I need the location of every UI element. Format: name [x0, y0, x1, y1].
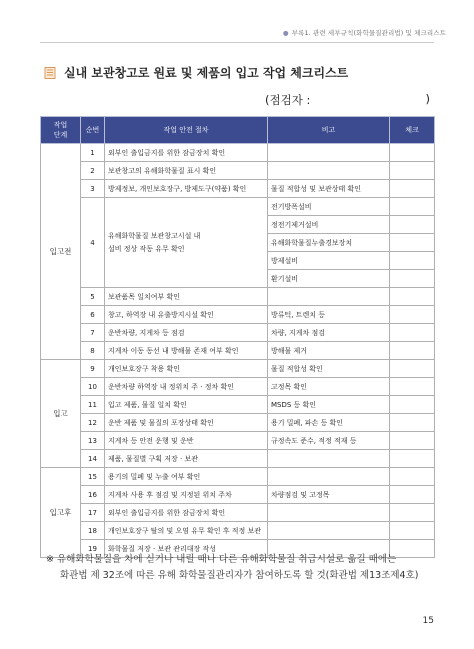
- footnote-line-2: 화관법 제 32조에 따른 유해 화학물질관리자가 참여하도록 할 것(화관법 제13조제4호): [60, 570, 419, 581]
- check-cell[interactable]: [390, 288, 435, 306]
- procedure-cell: 입고 제품, 물질 일치 확인: [105, 396, 268, 414]
- procedure-cell: 지게차 등 안전 운행 및 운반: [105, 432, 268, 450]
- check-cell[interactable]: [390, 396, 435, 414]
- number-cell: 15: [81, 468, 105, 486]
- check-cell[interactable]: [390, 234, 435, 252]
- page-title: [44, 64, 348, 81]
- number-cell: 16: [81, 486, 105, 504]
- note-cell: 전기방폭설비: [268, 198, 390, 216]
- note-cell: 환기설비: [268, 270, 390, 288]
- table-row: [41, 414, 435, 432]
- table-row: [41, 396, 435, 414]
- number-cell: 19: [81, 540, 105, 558]
- table-row: [41, 324, 435, 342]
- note-cell: [268, 144, 390, 162]
- table-row: [41, 198, 435, 216]
- procedure-cell: 화학물질 저장 · 보관 관리대장 작성: [105, 540, 268, 558]
- procedure-cell: 지게차 이동 동선 내 방해물 존재 여부 확인: [105, 342, 268, 360]
- check-cell[interactable]: [390, 378, 435, 396]
- note-cell: 용기 밀폐, 파손 등 확인: [268, 414, 390, 432]
- check-cell[interactable]: [390, 198, 435, 216]
- check-cell[interactable]: [390, 504, 435, 522]
- number-cell: 5: [81, 288, 105, 306]
- check-cell[interactable]: [390, 360, 435, 378]
- procedure-cell: 방제정보, 개인보호장구, 방제도구(약품) 확인: [105, 180, 268, 198]
- procedure-cell: 제품, 물질별 구획 저장 · 보관: [105, 450, 268, 468]
- note-cell: [268, 522, 390, 540]
- procedure-cell: 지게차 사용 후 점검 및 지정된 위치 주차: [105, 486, 268, 504]
- table-row: [41, 288, 435, 306]
- column-header: 체크: [390, 117, 435, 144]
- procedure-cell: 개인보호장구 탈의 및 오염 유무 확인 후 적정 보관: [105, 522, 268, 540]
- table-row: [41, 306, 435, 324]
- check-cell[interactable]: [390, 180, 435, 198]
- check-cell[interactable]: [390, 486, 435, 504]
- procedure-cell: 창고, 하역장 내 유출방지시설 확인: [105, 306, 268, 324]
- running-header: [283, 28, 446, 37]
- note-cell: 방류턱, 트렌치 등: [268, 306, 390, 324]
- check-cell[interactable]: [390, 252, 435, 270]
- procedure-cell: 보관창고의 유해화학물질 표시 확인: [105, 162, 268, 180]
- note-cell: 방제설비: [268, 252, 390, 270]
- number-cell: 7: [81, 324, 105, 342]
- page-number: 15: [422, 616, 434, 626]
- check-cell[interactable]: [390, 324, 435, 342]
- number-cell: 13: [81, 432, 105, 450]
- check-cell[interactable]: [390, 270, 435, 288]
- checklist-table: [40, 116, 435, 558]
- header-divider: [40, 42, 434, 43]
- check-cell[interactable]: [390, 450, 435, 468]
- number-cell: 9: [81, 360, 105, 378]
- number-cell: 17: [81, 504, 105, 522]
- table-row: [41, 522, 435, 540]
- number-cell: 11: [81, 396, 105, 414]
- number-cell: 12: [81, 414, 105, 432]
- table-row: [41, 342, 435, 360]
- inspector-close-paren: ): [425, 92, 430, 106]
- inspector-field: [265, 92, 430, 108]
- check-cell[interactable]: [390, 306, 435, 324]
- table-row: [41, 144, 435, 162]
- note-cell: 방해물 제거: [268, 342, 390, 360]
- check-cell[interactable]: [390, 342, 435, 360]
- check-cell[interactable]: [390, 144, 435, 162]
- note-cell: 차량, 지게차 점검: [268, 324, 390, 342]
- procedure-cell: 외부인 출입금지를 위한 잠금장치 확인: [105, 504, 268, 522]
- procedure-cell: 운반차량, 지게차 등 점검: [105, 324, 268, 342]
- table-row: [41, 468, 435, 486]
- note-cell: 차량점검 및 고정목: [268, 486, 390, 504]
- number-cell: 14: [81, 450, 105, 468]
- table-row: [41, 450, 435, 468]
- table-row: [41, 162, 435, 180]
- note-cell: [268, 162, 390, 180]
- note-cell: 고정목 확인: [268, 378, 390, 396]
- table-row: [41, 486, 435, 504]
- bullet-dot-icon: ●: [282, 29, 289, 37]
- note-cell: 유해화학물질누출경보장치: [268, 234, 390, 252]
- procedure-cell: 보관품목 일치여부 확인: [105, 288, 268, 306]
- checklist-icon: [44, 67, 56, 79]
- column-header: 작업 안전 절차: [105, 117, 268, 144]
- column-header: 비고: [268, 117, 390, 144]
- note-cell: 물질 적합성 및 보관상태 확인: [268, 180, 390, 198]
- number-cell: 3: [81, 180, 105, 198]
- number-cell: 8: [81, 342, 105, 360]
- table-row: [41, 432, 435, 450]
- inspector-label: (점검자 :: [265, 93, 311, 107]
- note-cell: MSDS 등 확인: [268, 396, 390, 414]
- number-cell: 18: [81, 522, 105, 540]
- number-cell: 2: [81, 162, 105, 180]
- note-cell: 규정속도 준수, 적정 적재 등: [268, 432, 390, 450]
- note-cell: [268, 450, 390, 468]
- table-body: [41, 144, 435, 558]
- stage-cell: 입고전: [41, 144, 81, 360]
- check-cell[interactable]: [390, 522, 435, 540]
- column-header: 작업 단계: [41, 117, 81, 144]
- note-cell: 물질 적합성 확인: [268, 360, 390, 378]
- number-cell: 4: [81, 198, 105, 288]
- check-cell[interactable]: [390, 432, 435, 450]
- table-header-row: [41, 117, 435, 144]
- stage-cell: 입고후: [41, 468, 81, 558]
- procedure-cell: 개인보호장구 착용 확인: [105, 360, 268, 378]
- procedure-cell: 유해화학물질 보관창고시설 내 설비 정상 작동 유무 확인: [105, 198, 268, 288]
- check-cell[interactable]: [390, 216, 435, 234]
- footnote: [46, 552, 438, 584]
- note-cell: [268, 504, 390, 522]
- page-title-text: 실내 보관창고로 원료 및 제품의 입고 작업 체크리스트: [64, 66, 349, 80]
- note-cell: [268, 468, 390, 486]
- check-cell[interactable]: [390, 468, 435, 486]
- table-row: [41, 504, 435, 522]
- note-cell: [268, 288, 390, 306]
- number-cell: 1: [81, 144, 105, 162]
- number-cell: 10: [81, 378, 105, 396]
- table-row: [41, 378, 435, 396]
- table-row: [41, 180, 435, 198]
- procedure-cell: 외부인 출입금지를 위한 잠금장치 확인: [105, 144, 268, 162]
- stage-cell: 입고: [41, 360, 81, 468]
- running-header-text: 부록1. 관련 세부규칙(화학물질관리법) 및 체크리스트: [291, 29, 446, 37]
- column-header: 순번: [81, 117, 105, 144]
- note-cell: 정전기제거설비: [268, 216, 390, 234]
- procedure-cell: 운반 제품 및 물질의 포장상태 확인: [105, 414, 268, 432]
- footnote-line-1: ※ 유해화학물질을 차에 싣거나 내릴 때나 다른 유해화학물질 취급시설로 옮길 때에는: [46, 554, 397, 565]
- procedure-cell: 운반차량 하역장 내 정위치 주 · 정차 확인: [105, 378, 268, 396]
- check-cell[interactable]: [390, 162, 435, 180]
- table-row: [41, 360, 435, 378]
- check-cell[interactable]: [390, 414, 435, 432]
- procedure-cell: 용기의 밀폐 및 누출 여부 확인: [105, 468, 268, 486]
- number-cell: 6: [81, 306, 105, 324]
